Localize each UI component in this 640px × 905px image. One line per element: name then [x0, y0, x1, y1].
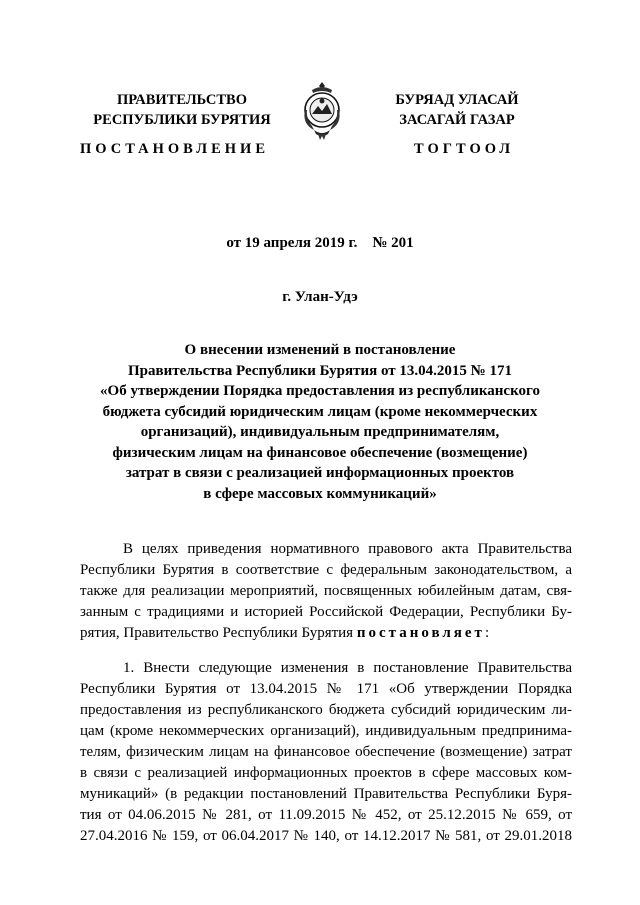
date-number-line — [0, 235, 640, 252]
paragraph-line: телям, физическим лицам на финансовое обеспечение (возмещение) затрат — [80, 744, 572, 760]
paragraph-line — [80, 623, 572, 644]
document-city: г. Улан-Удэ — [282, 289, 358, 305]
paragraph-line: в связи с реализацией информационных проектов в сфере массовых ком- — [80, 765, 572, 781]
document-kind-ru: ПОСТАНОВЛЕНИЕ — [80, 141, 270, 157]
header-right — [372, 90, 542, 130]
paragraph-line: предоставления из республиканского бюджета субсидий юридическим ли- — [80, 702, 572, 718]
document-title — [90, 340, 550, 504]
title-line: Правительства Республики Бурятия от 13.04.2015 № 171 — [127, 362, 512, 379]
paragraph-line: 1. Внести следующие изменения в постановление Правительства — [123, 660, 572, 676]
paragraph-line: Республики Бурятия от 13.04.2015 № 171 «Об утверждении Порядка — [80, 681, 572, 697]
paragraph-line: цам (кроме некоммерческих организаций), индивидуальным предпринима- — [80, 723, 572, 739]
clause-1-paragraph — [80, 658, 572, 847]
title-line: физическим лицам на финансовое обеспечение (возмещение) — [112, 444, 528, 461]
header-right-line-1: БУРЯАД УЛАСАЙ — [395, 92, 519, 108]
preamble-suffix: : — [484, 625, 490, 641]
title-line: организаций), индивидуальным предпринимателям, — [140, 424, 500, 440]
document-number: № 201 — [372, 235, 414, 251]
header-right-line-2: ЗАСАГАЙ ГАЗАР — [399, 112, 515, 128]
title-line: «Об утверждении Порядка предоставления из республиканского — [100, 383, 540, 399]
paragraph-line: Республики Бурятия в соответствие с федеральным законодательством, а — [80, 562, 572, 578]
title-line: бюджета субсидий юридическим лицам (кроме некоммерческих — [102, 403, 538, 420]
header-left — [92, 90, 272, 130]
document-kind-bua: ТОГТООЛ — [414, 141, 515, 157]
paragraph-line: муникаций» (в редакции постановлений Правительства Республики Буря- — [80, 786, 572, 802]
title-line: затрат в связи с реализацией информационных проектов — [125, 465, 515, 481]
preamble-prefix: рятия, Правительство Республики Бурятия — [80, 625, 357, 641]
paragraph-line: 27.04.2016 № 159, от 06.04.2017 № 140, от 14.12.2017 № 581, от 29.01.2018 — [80, 828, 572, 844]
paragraph-line: В целях приведения нормативного правового акта Правительства — [123, 541, 572, 557]
resolves-word: постановляет — [356, 625, 485, 641]
document-date: от 19 апреля 2019 г. — [226, 235, 358, 251]
title-line: в сфере массовых коммуникаций» — [203, 485, 437, 502]
coat-of-arms-icon — [298, 80, 346, 142]
paragraph-line: тия от 04.06.2015 № 281, от 11.09.2015 № 452, от 25.12.2015 № 659, от — [80, 807, 572, 823]
header-left-line-1: ПРАВИТЕЛЬСТВО — [117, 92, 247, 108]
paragraph-line: также для реализации мероприятий, посвященных юбилейным датам, свя- — [80, 583, 572, 599]
title-line: О внесении изменений в постановление — [184, 342, 456, 358]
preamble-paragraph — [80, 539, 572, 644]
header-left-line-2: РЕСПУБЛИКИ БУРЯТИЯ — [93, 112, 271, 128]
paragraph-line: занным с традициями и историей Российской Федерации, Республики Бу- — [80, 604, 572, 620]
